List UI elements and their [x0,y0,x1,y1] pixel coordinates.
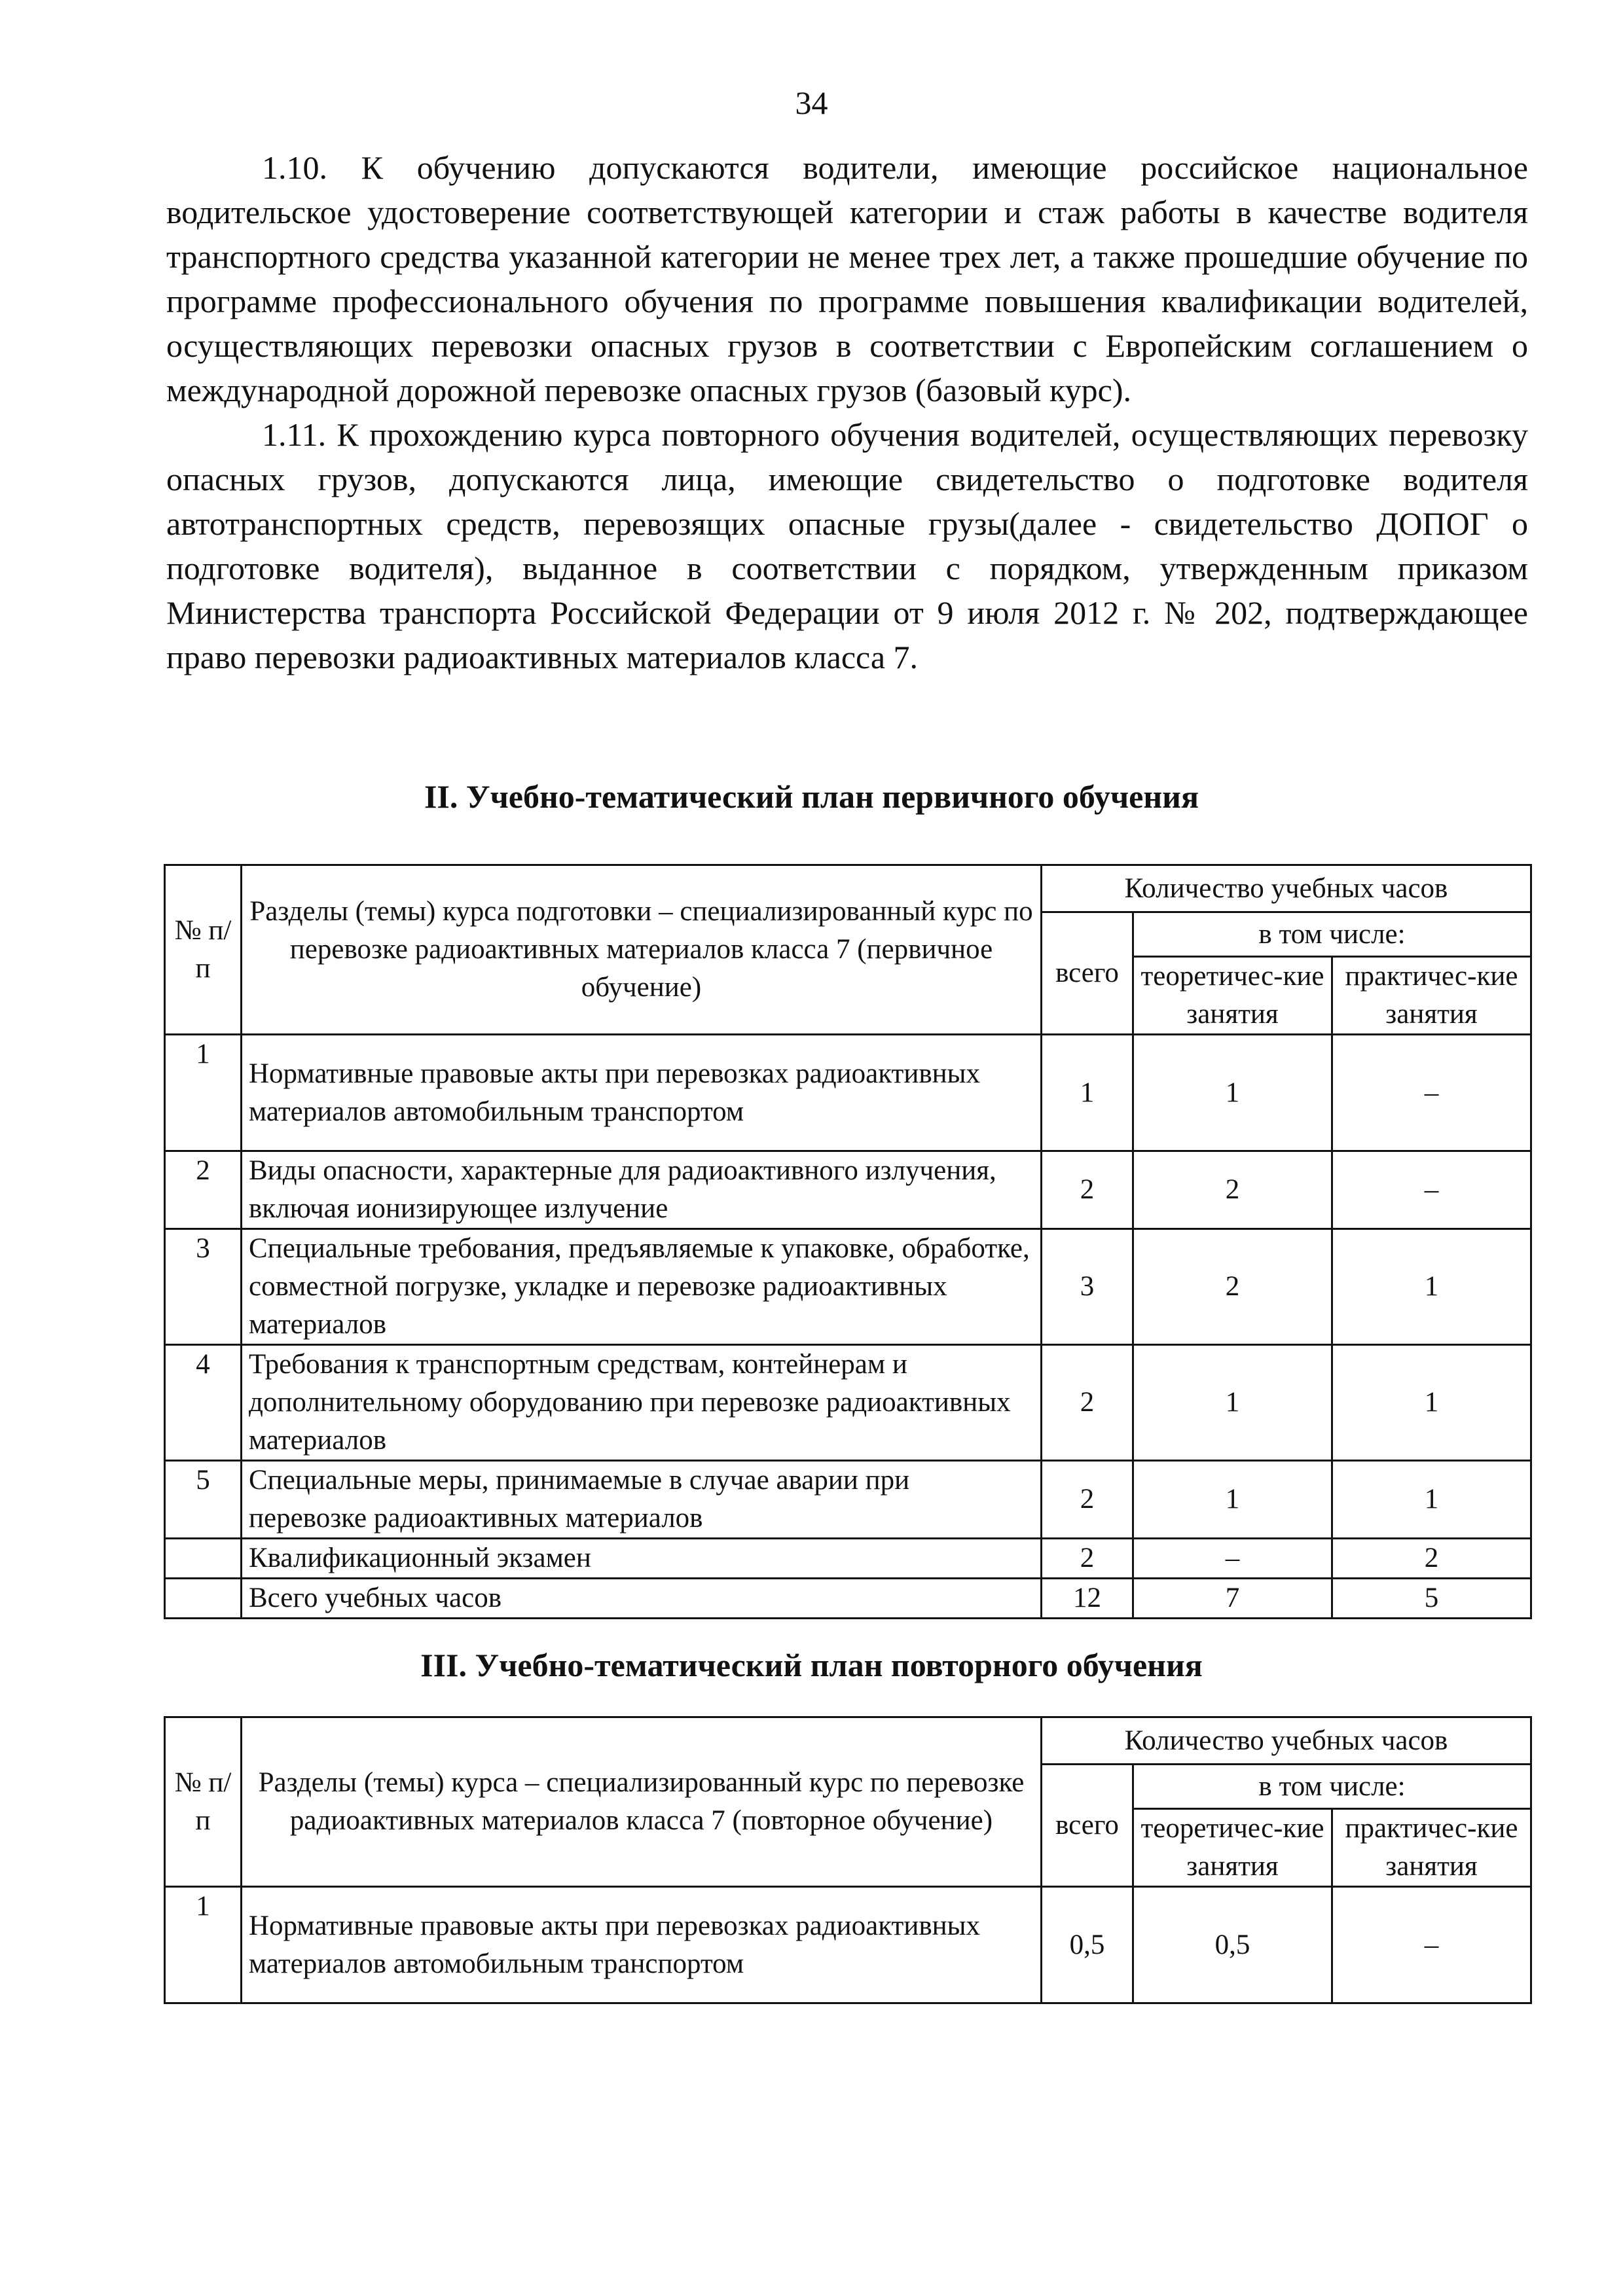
row-theory: 2 [1133,1151,1332,1229]
header-hours: Количество учебных часов [1042,865,1531,912]
summary-total: 12 [1042,1579,1133,1619]
row-num: 4 [165,1345,242,1461]
header-num: № п/п [165,1717,242,1887]
row-num: 2 [165,1151,242,1229]
table-row [165,1539,1531,1579]
header-topic: Разделы (темы) курса – специализированный курс по перевозке радиоактивных материалов класса 7 (повторное обучение) [242,1717,1042,1887]
header-num: № п/п [165,865,242,1035]
section-3-title: III. Учебно-тематический план повторного обучения [420,1647,1203,1683]
row-total: 0,5 [1042,1887,1133,2003]
row-total: 1 [1042,1035,1133,1151]
row-topic: Специальные меры, принимаемые в случае аварии при перевозке радиоактивных материалов [242,1461,1042,1539]
table-row [165,1229,1531,1345]
row-theory: 1 [1133,1461,1332,1539]
row-num [165,1539,242,1579]
row-practice: 1 [1332,1345,1531,1461]
row-topic: Нормативные правовые акты при перевозках радиоактивных материалов автомобильным транспортом [242,1035,1042,1151]
row-theory: 0,5 [1133,1887,1332,2003]
header-practice: практичес-кие занятия [1332,957,1531,1035]
header-practice: практичес-кие занятия [1332,1809,1531,1887]
row-topic: Виды опасности, характерные для радиоактивного излучения, включая ионизирующее излучение [242,1151,1042,1229]
row-practice: – [1332,1035,1531,1151]
row-total: 2 [1042,1151,1133,1229]
header-theory: теоретичес-кие занятия [1133,957,1332,1035]
paragraph-1-10: 1.10. К обучению допускаются водители, имеющие российское национальное водительское удостоверение соответствующей категории и стаж работы в качестве водителя транспортного средства указанной категории не менее трех лет, а также прошедшие обучение по программе профессионального обучения по программе повышения квалификации водителей, осуществляющих перевозки опасных грузов в соответствии с Европейским соглашением о международной дорожной перевозке опасных грузов (базовый курс). [166,149,1528,408]
row-num: 3 [165,1229,242,1345]
header-total: всего [1042,1765,1133,1887]
header-theory: теоретичес-кие занятия [1133,1809,1332,1887]
row-theory: 1 [1133,1345,1332,1461]
row-practice: – [1332,1151,1531,1229]
table-row [165,1035,1531,1151]
row-practice: – [1332,1887,1531,2003]
header-including: в том числе: [1133,1765,1531,1809]
table-row [165,1887,1531,2003]
row-theory: – [1133,1539,1332,1579]
row-num: 1 [165,1887,242,2003]
summary-topic: Всего учебных часов [242,1579,1042,1619]
row-total: 2 [1042,1461,1133,1539]
header-including: в том числе: [1133,912,1531,957]
row-practice: 2 [1332,1539,1531,1579]
row-topic: Требования к транспортным средствам, контейнерам и дополнительному оборудованию при перевозке радиоактивных материалов [242,1345,1042,1461]
summary-practice: 5 [1332,1579,1531,1619]
page-number: 34 [795,84,828,121]
section-2-title: II. Учебно-тематический план первичного обучения [424,778,1199,815]
row-num: 5 [165,1461,242,1539]
header-hours: Количество учебных часов [1042,1717,1531,1765]
header-topic: Разделы (темы) курса подготовки – специализированный курс по перевозке радиоактивных материалов класса 7 (первичное обучение) [242,865,1042,1035]
row-practice: 1 [1332,1461,1531,1539]
table-row [165,1151,1531,1229]
row-theory: 1 [1133,1035,1332,1151]
table-row [165,1461,1531,1539]
paragraph-1-11: 1.11. К прохождению курса повторного обучения водителей, осуществляющих перевозку опасных грузов, допускаются лица, имеющие свидетельство о подготовке водителя автотранспортных средств, перевозящих опасные грузы(далее - свидетельство ДОПОГ о подготовке водителя), выданное в соответствии с порядком, утвержденным приказом Министерства транспорта Российской Федерации от 9 июля 2012 г. № 202, подтверждающее право перевозки радиоактивных материалов класса 7. [166,416,1528,675]
row-practice: 1 [1332,1229,1531,1345]
primary-training-plan-table [164,864,1532,1619]
summary-row [165,1579,1531,1619]
body-text [166,145,1528,679]
row-theory: 2 [1133,1229,1332,1345]
summary-num [165,1579,242,1619]
row-total: 2 [1042,1345,1133,1461]
header-total: всего [1042,912,1133,1035]
row-topic: Специальные требования, предъявляемые к упаковке, обработке, совместной погрузке, укладке и перевозке радиоактивных материалов [242,1229,1042,1345]
row-total: 2 [1042,1539,1133,1579]
table-row [165,1345,1531,1461]
summary-theory: 7 [1133,1579,1332,1619]
repeat-training-plan-table [164,1716,1532,2004]
row-num: 1 [165,1035,242,1151]
row-total: 3 [1042,1229,1133,1345]
row-topic: Нормативные правовые акты при перевозках радиоактивных материалов автомобильным транспортом [242,1887,1042,2003]
row-topic: Квалификационный экзамен [242,1539,1042,1579]
